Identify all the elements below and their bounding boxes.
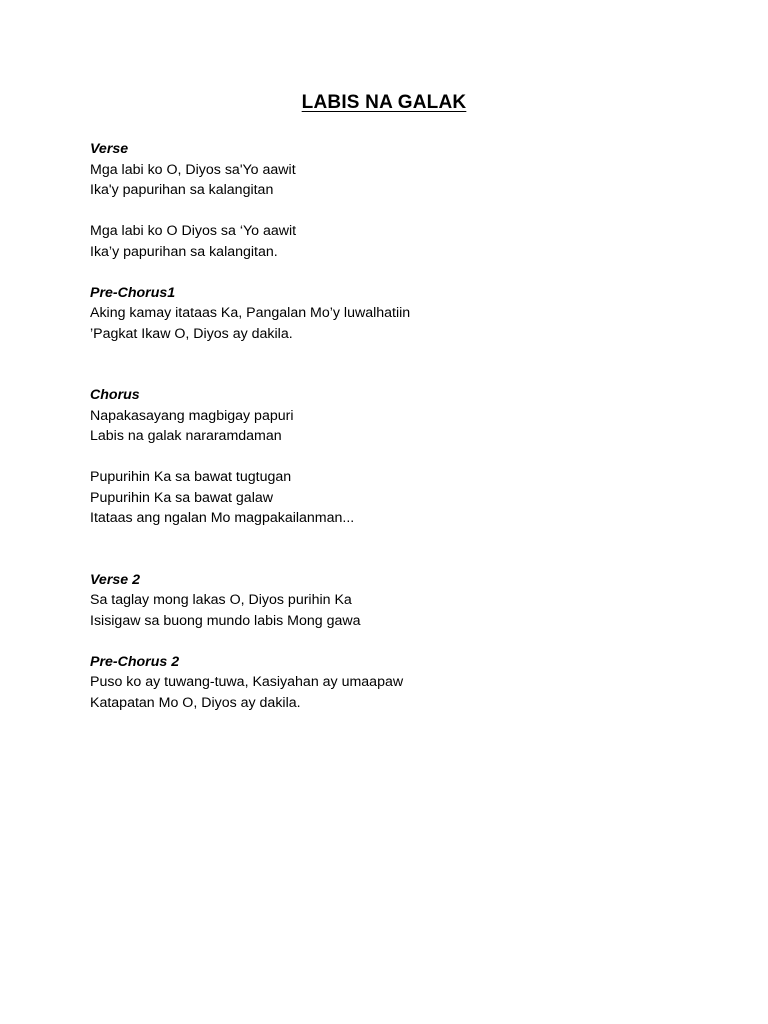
lyric-line: Napakasayang magbigay papuri xyxy=(90,407,294,424)
stanza-break xyxy=(90,447,710,468)
section-verse xyxy=(90,139,710,262)
lyric-line: Aking kamay itataas Ka, Pangalan Mo’y luwalhatiin xyxy=(90,305,411,321)
section-break xyxy=(90,262,710,283)
section-heading-verse: Verse xyxy=(90,141,129,157)
lyric-line: Pupurihin Ka sa bawat tugtugan xyxy=(90,469,292,485)
lyric-line: Labis na galak nararamdaman xyxy=(90,428,282,444)
song-title: LABIS NA GALAK xyxy=(301,92,467,113)
lyric-line: Puso ko ay tuwang-tuwa, Kasiyahan ay umaapaw xyxy=(90,674,404,690)
lyric-line: Mga labi ko O, Diyos sa'Yo aawit xyxy=(90,161,296,178)
section-break xyxy=(90,344,710,385)
section-break xyxy=(90,631,710,652)
lyric-line: Isisigaw sa buong mundo labis Mong gawa xyxy=(90,612,361,629)
section-pre-chorus-2 xyxy=(90,652,710,714)
lyric-line: Pupurihin Ka sa bawat galaw xyxy=(90,489,273,506)
lyric-line: Ika'y papurihan sa kalangitan xyxy=(90,182,274,198)
stanza-break xyxy=(90,201,710,222)
lyric-line: ’Pagkat Ikaw O, Diyos ay dakila. xyxy=(90,325,293,342)
section-heading-pre-chorus-1: Pre-Chorus1 xyxy=(90,284,176,301)
section-verse-2 xyxy=(90,570,710,632)
section-break xyxy=(90,529,710,570)
section-heading-pre-chorus-2: Pre-Chorus 2 xyxy=(90,653,180,670)
section-heading-chorus: Chorus xyxy=(90,387,140,403)
section-pre-chorus-1 xyxy=(90,283,710,345)
lyric-line: Itataas ang ngalan Mo magpakailanman... xyxy=(90,510,355,526)
lyrics-body xyxy=(90,139,710,713)
lyric-line: Mga labi ko O Diyos sa ‘Yo aawit xyxy=(90,223,297,239)
section-heading-verse-2: Verse 2 xyxy=(90,571,140,588)
lyric-line: Sa taglay mong lakas O, Diyos purihin Ka xyxy=(90,592,352,608)
lyric-line: Ika’y papurihan sa kalangitan. xyxy=(90,243,278,260)
lyric-line: Katapatan Mo O, Diyos ay dakila. xyxy=(90,694,301,711)
section-chorus xyxy=(90,385,710,529)
